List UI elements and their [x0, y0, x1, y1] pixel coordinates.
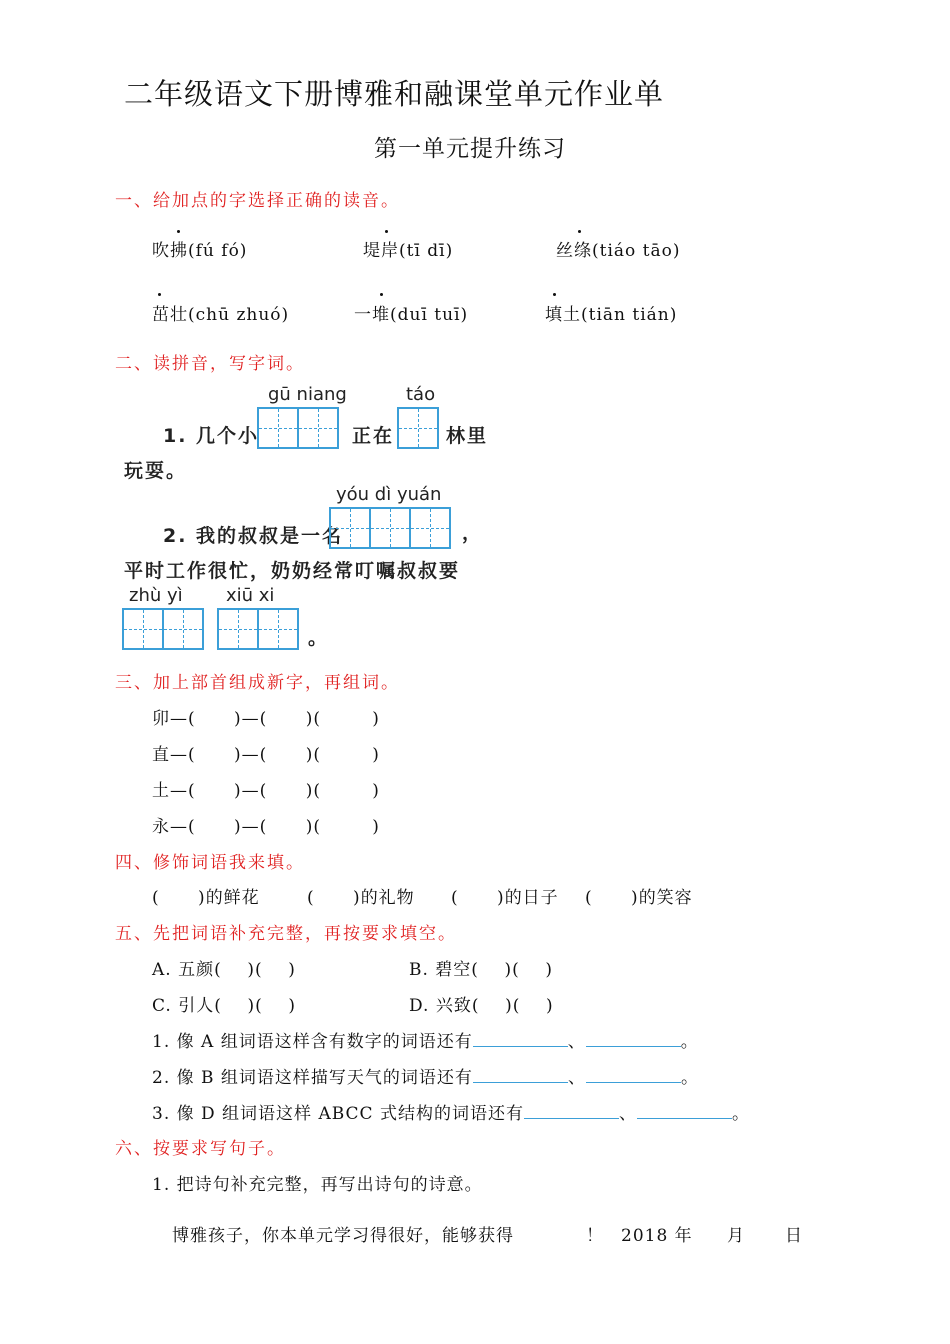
pinyin-choice-5: 一堆(duī tuī) — [354, 305, 469, 325]
answer-blank[interactable] — [473, 1030, 568, 1047]
modifier-item-2: ( )的礼物 — [307, 888, 415, 908]
answer-blank[interactable] — [586, 1030, 681, 1047]
pinyin-choice-6: 填土(tiān tián) — [545, 305, 678, 325]
writing-grid[interactable] — [122, 608, 204, 650]
sentence-text: 平时工作很忙，奶奶经常叮嘱叔叔要 — [124, 560, 461, 582]
sentence-text: 1. 几个小 — [163, 425, 260, 447]
pinyin-choice-4: 茁壮(chū zhuó) — [152, 305, 290, 325]
sentence-text: 玩耍。 — [124, 460, 188, 482]
pinyin-label: táo — [406, 384, 436, 405]
writing-grid[interactable] — [397, 407, 439, 449]
pinyin-label: yóu dì yuán — [336, 484, 442, 505]
footer-month: 月 — [727, 1226, 745, 1246]
section-6-heading: 六、按要求写句子。 — [115, 1139, 286, 1159]
pinyin-choice-1: 吹拂(fú fó) — [152, 241, 248, 261]
sentence-text: 林里 — [446, 425, 489, 447]
page-subtitle: 第一单元提升练习 — [374, 136, 566, 162]
pinyin-choice-3: 丝绦(tiáo tāo) — [556, 241, 681, 261]
page-title: 二年级语文下册博雅和融课堂单元作业单 — [124, 77, 665, 111]
section-3-heading: 三、加上部首组成新字，再组词。 — [115, 673, 400, 693]
fill-question-1: 1. 像 A 组词语这样含有数字的词语还有 、 。 — [152, 1032, 699, 1052]
emphasis-dot — [553, 293, 556, 296]
idiom-group-d: D. 兴致( )( ) — [409, 996, 554, 1016]
section-1-heading: 一、给加点的字选择正确的读音。 — [115, 191, 400, 211]
emphasis-dot — [380, 293, 383, 296]
idiom-group-c: C. 引人( )( ) — [152, 996, 296, 1016]
section-4-heading: 四、修饰词语我来填。 — [115, 853, 305, 873]
sentence-text: 正在 — [352, 425, 395, 447]
section-5-heading: 五、先把词语补充完整，再按要求填空。 — [115, 924, 457, 944]
sentence-question-1: 1. 把诗句补充完整，再写出诗句的诗意。 — [152, 1175, 483, 1195]
writing-grid[interactable] — [329, 507, 451, 549]
pinyin-label: xiū xi — [226, 585, 275, 606]
section-2-heading: 二、读拼音，写字词。 — [115, 354, 305, 374]
answer-blank[interactable] — [637, 1102, 732, 1119]
pinyin-label: zhù yì — [129, 585, 183, 606]
writing-grid[interactable] — [217, 608, 299, 650]
footer-year: 2018 年 — [621, 1226, 693, 1246]
idiom-group-b: B. 碧空( )( ) — [409, 960, 554, 980]
pinyin-label: gū niang — [268, 384, 347, 405]
radical-row-3: 土—( )—( )( ) — [152, 781, 380, 801]
emphasis-dot — [385, 230, 388, 233]
modifier-item-3: ( )的日子 — [451, 888, 559, 908]
radical-row-4: 永—( )—( )( ) — [152, 817, 380, 837]
fill-question-3: 3. 像 D 组词语这样 ABCC 式结构的词语还有 、 。 — [152, 1104, 750, 1124]
sentence-text: ， — [462, 522, 484, 544]
idiom-group-a: A. 五颜( )( ) — [152, 960, 296, 980]
radical-row-2: 直—( )—( )( ) — [152, 745, 380, 765]
modifier-item-4: ( )的笑容 — [585, 888, 693, 908]
fill-question-2: 2. 像 B 组词语这样描写天气的词语还有 、 。 — [152, 1068, 699, 1088]
answer-blank[interactable] — [524, 1102, 619, 1119]
modifier-item-1: ( )的鲜花 — [152, 888, 260, 908]
emphasis-dot — [158, 293, 161, 296]
footer-mark: ！ — [586, 1226, 604, 1246]
answer-blank[interactable] — [473, 1066, 568, 1083]
emphasis-dot — [578, 230, 581, 233]
sentence-text: 。 — [308, 627, 330, 649]
radical-row-1: 卯—( )—( )( ) — [152, 709, 380, 729]
pinyin-choice-2: 堤岸(tī dī) — [363, 241, 454, 261]
footer-text: 博雅孩子，你本单元学习得很好，能够获得 — [172, 1226, 514, 1246]
sentence-text: 2. 我的叔叔是一名 — [163, 525, 344, 547]
writing-grid[interactable] — [257, 407, 339, 449]
emphasis-dot — [177, 230, 180, 233]
footer-day: 日 — [785, 1226, 803, 1246]
answer-blank[interactable] — [586, 1066, 681, 1083]
